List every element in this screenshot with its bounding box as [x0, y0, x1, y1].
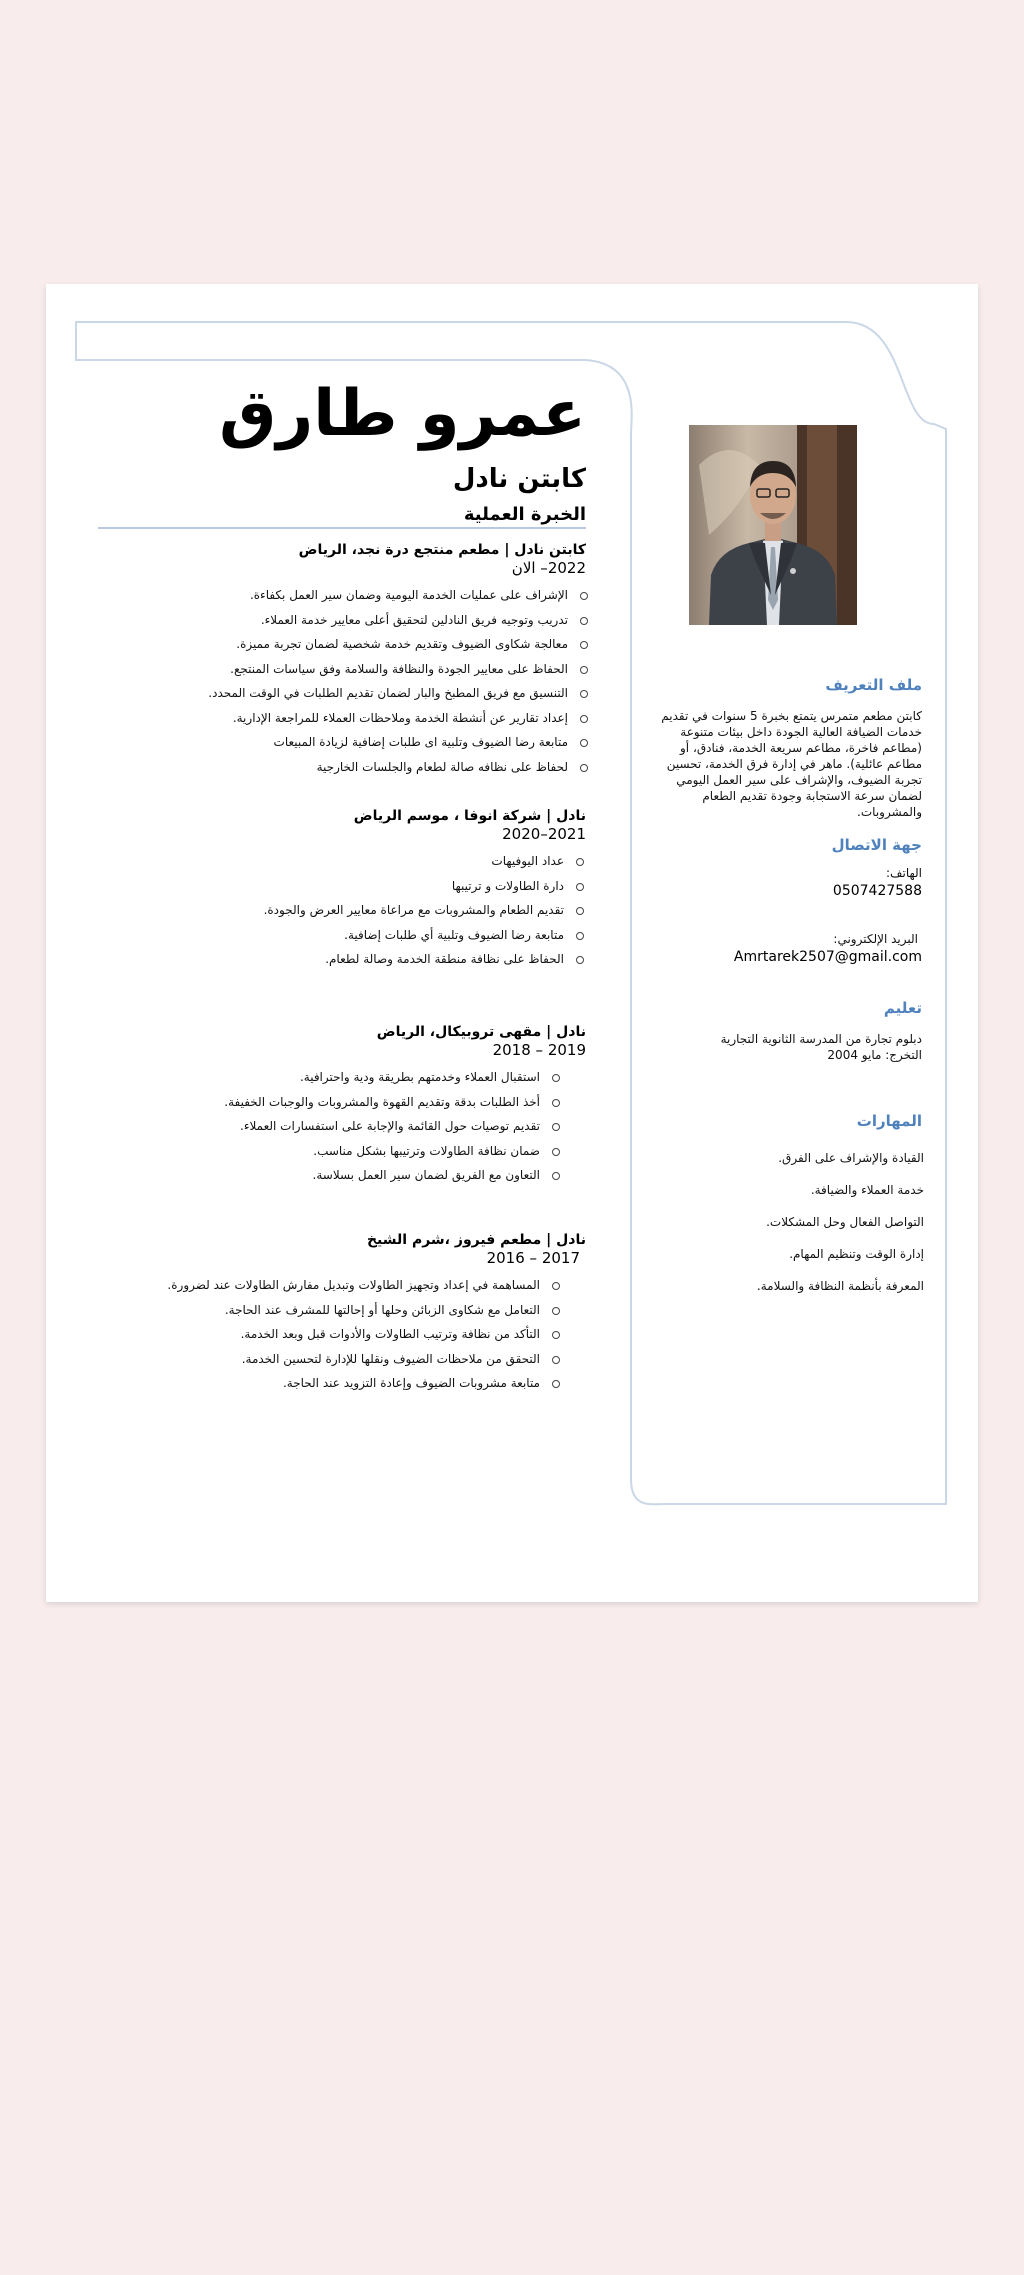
list-item: متابعة مشروبات الضيوف وإعادة التزويد عند الحاجة.	[66, 1371, 562, 1396]
list-item: التعاون مع الفريق لضمان سير العمل بسلاسة.	[66, 1163, 562, 1188]
profile-heading: ملف التعريف	[825, 676, 922, 694]
job-date: 2019 – 2018	[492, 1041, 586, 1059]
job-bullets	[66, 583, 590, 779]
person-photo-image	[689, 425, 857, 625]
list-item: المساهمة في إعداد وتجهيز الطاولات وتبديل مفارش الطاولات عند لضرورة.	[66, 1273, 562, 1298]
list-item: التحقق من ملاحظات الضيوف ونقلها للإدارة لتحسين الخدمة.	[66, 1347, 562, 1372]
education-graduation: التخرج: مايو 2004	[827, 1048, 922, 1062]
job-bullets	[66, 849, 586, 972]
list-item: دارة الطاولات و ترتيبها	[66, 874, 586, 899]
list-item: المعرفة بأنظمة النظافة والسلامة.	[756, 1279, 924, 1293]
job-head: نادل | مقهى تروبيكال، الرياض	[376, 1024, 586, 1040]
list-item: تقديم الطعام والمشروبات مع مراعاة معايير العرض والجودة.	[66, 898, 586, 923]
skills-heading: المهارات	[856, 1112, 922, 1130]
list-item: الحفاظ على نظافة منطقة الخدمة وصالة لطعام.	[66, 947, 586, 972]
profile-photo	[689, 425, 857, 625]
list-item: الإشراف على عمليات الخدمة اليومية وضمان سير العمل بكفاءة.	[66, 583, 590, 608]
job-entry	[66, 542, 586, 779]
job-bullets	[66, 1065, 562, 1188]
heading-divider	[98, 527, 586, 529]
job-entry	[66, 1024, 586, 1188]
job-date: 2017 – 2016	[486, 1249, 580, 1267]
list-item: التنسيق مع فريق المطبخ والبار لضمان تقديم الطلبات في الوقت المحدد.	[66, 681, 590, 706]
job-head: نادل | مطعم فيروز ،شرم الشيخ	[366, 1232, 586, 1248]
experience-heading: الخبرة العملية	[463, 504, 586, 525]
list-item: معالجة شكاوى الضيوف وتقديم خدمة شخصية لضمان تجربة مميزة.	[66, 632, 590, 657]
email-label: البريد الإلكتروني:	[833, 932, 918, 946]
list-item: إدارة الوقت وتنظيم المهام.	[789, 1247, 924, 1261]
profile-text: كابتن مطعم متمرس يتمتع بخبرة 5 سنوات في تقديم خدمات الضيافة العالية الجودة داخل بيئات متنوعة (مطاعم فاخرة، مطاعم سريعة الخدمة، فنادق، أو مطاعم عائلية). ماهر في إدارة فرق الخدمة، تحسين تجربة الضيوف، والإشراف على سير العمل اليومي لضمان سرعة الاستجابة وجودة تقديم الطعام والمشروبات.	[661, 709, 922, 819]
list-item: التواصل الفعال وحل المشكلات.	[766, 1215, 924, 1229]
contact-heading: جهة الاتصال	[831, 836, 922, 854]
list-item: عداد اليوفيهات	[66, 849, 586, 874]
list-item: متابعة رضا الضيوف وتلبية أي طلبات إضافية.	[66, 923, 586, 948]
list-item: التعامل مع شكاوى الزبائن وحلها أو إحالتها للمشرف عند الحاجة.	[66, 1298, 562, 1323]
list-item: لحفاظ على نظافه صالة لطعام والجلسات الخارجية	[66, 755, 590, 780]
education-heading: تعليم	[883, 999, 922, 1017]
job-entry	[66, 808, 586, 972]
list-item: إعداد تقارير عن أنشطة الخدمة وملاحظات العملاء للمراجعة الإدارية.	[66, 706, 590, 731]
list-item: القيادة والإشراف على الفرق.	[778, 1151, 924, 1165]
job-date: 2021–2020	[502, 825, 586, 843]
list-item: متابعة رضا الضيوف وتلبية اى طلبات إضافية لزيادة المبيعات	[66, 730, 590, 755]
list-item: خدمة العملاء والضيافة.	[810, 1183, 924, 1197]
job-head: نادل | شركة انوفا ، موسم الرياض	[353, 808, 586, 824]
skills-list	[757, 1142, 924, 1302]
list-item: استقبال العملاء وخدمتهم بطريقة ودية واحترافية.	[66, 1065, 562, 1090]
job-title: كابتن نادل	[452, 464, 586, 494]
resume-page	[46, 284, 978, 1602]
list-item: ضمان نظافة الطاولات وترتيبها بشكل مناسب.	[66, 1139, 562, 1164]
job-bullets	[66, 1273, 562, 1396]
list-item: تقديم توصيات حول القائمة والإجابة على استفسارات العملاء.	[66, 1114, 562, 1139]
list-item: الحفاظ على معايير الجودة والنظافة والسلامة وفق سياسات المنتجع.	[66, 657, 590, 682]
phone-number: 0507427588	[832, 883, 922, 899]
phone-label: الهاتف:	[886, 866, 922, 880]
list-item: أخذ الطلبات بدقة وتقديم القهوة والمشروبات والوجبات الخفيفة.	[66, 1090, 562, 1115]
list-item: التأكد من نظافة وترتيب الطاولات والأدوات قبل وبعد الخدمة.	[66, 1322, 562, 1347]
education-degree: دبلوم تجارة من المدرسة الثانوية التجارية	[720, 1032, 922, 1046]
job-date: 2022– الان	[511, 559, 586, 577]
email-address: Amrtarek2507@gmail.com	[733, 949, 922, 965]
job-entry	[66, 1232, 586, 1396]
list-item: تدريب وتوجيه فريق النادلين لتحقيق أعلى معايير خدمة العملاء.	[66, 608, 590, 633]
job-head: كابتن نادل | مطعم منتجع درة نجد، الرياض	[298, 542, 586, 558]
person-name: عمرو طارق	[219, 377, 586, 451]
